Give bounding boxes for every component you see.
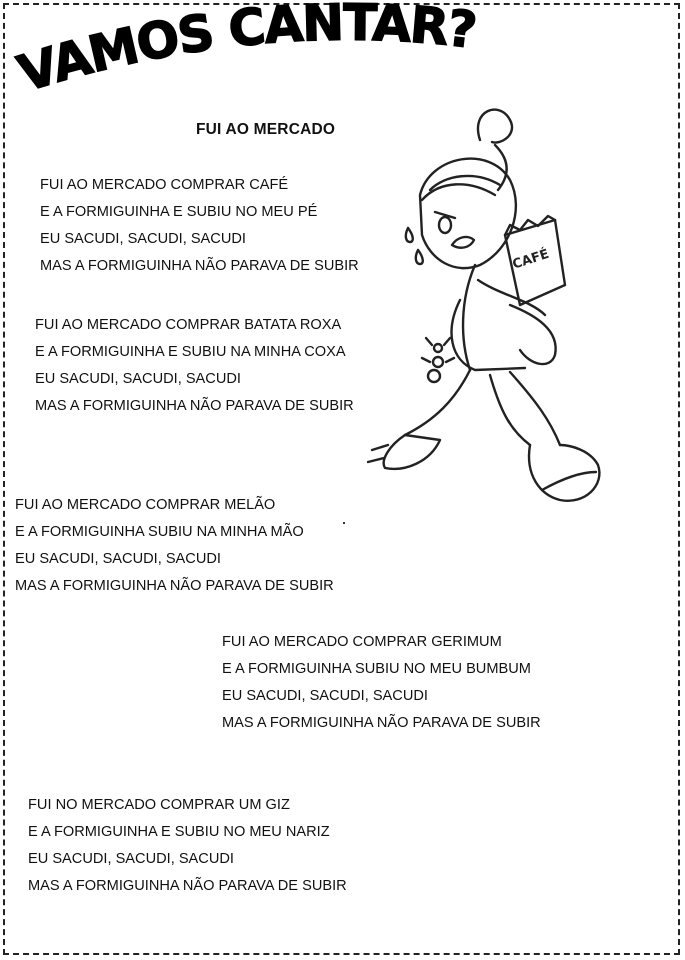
svg-text:VAMOS CANTAR? bbox=[12, 0, 479, 103]
lyric-line: EU SACUDI, SACUDI, SACUDI bbox=[222, 688, 428, 704]
stanza-3 bbox=[15, 492, 334, 600]
stanza-5 bbox=[28, 792, 347, 900]
lyric-line: EU SACUDI, SACUDI, SACUDI bbox=[40, 231, 246, 247]
lyric-line: E A FORMIGUINHA SUBIU NO MEU BUMBUM bbox=[222, 661, 531, 677]
lyric-line: E A FORMIGUINHA E SUBIU NO MEU NARIZ bbox=[28, 824, 330, 840]
lyric-line: FUI NO MERCADO COMPRAR UM GIZ bbox=[28, 797, 290, 813]
lyric-line: E A FORMIGUINHA SUBIU NA MINHA MÃO bbox=[15, 524, 304, 540]
stanza-4 bbox=[222, 629, 541, 737]
lyric-line: MAS A FORMIGUINHA NÃO PARAVA DE SUBIR bbox=[40, 258, 359, 274]
lyric-line: EU SACUDI, SACUDI, SACUDI bbox=[35, 371, 241, 387]
lyric-line: E A FORMIGUINHA E SUBIU NO MEU PÉ bbox=[40, 204, 318, 220]
stanza-2 bbox=[35, 312, 354, 420]
headline-arched bbox=[0, 0, 685, 115]
lyric-line: E A FORMIGUINHA E SUBIU NA MINHA COXA bbox=[35, 344, 346, 360]
headline-text: VAMOS CANTAR? bbox=[11, 0, 479, 104]
lyric-line: MAS A FORMIGUINHA NÃO PARAVA DE SUBIR bbox=[28, 878, 347, 894]
stanza-1 bbox=[40, 172, 359, 280]
lyric-line: MAS A FORMIGUINHA NÃO PARAVA DE SUBIR bbox=[35, 398, 354, 414]
bag-label: CAFÉ bbox=[510, 246, 551, 273]
lyric-line: MAS A FORMIGUINHA NÃO PARAVA DE SUBIR bbox=[15, 578, 334, 594]
lyric-line: FUI AO MERCADO COMPRAR BATATA ROXA bbox=[35, 317, 342, 333]
girl-with-coffee-bag-icon bbox=[360, 100, 610, 540]
stray-dot bbox=[343, 522, 345, 524]
lyric-line: FUI AO MERCADO COMPRAR MELÃO bbox=[15, 497, 276, 513]
lyric-line: EU SACUDI, SACUDI, SACUDI bbox=[28, 851, 234, 867]
lyric-line: FUI AO MERCADO COMPRAR GERIMUM bbox=[222, 634, 502, 650]
song-title: FUI AO MERCADO bbox=[196, 121, 336, 138]
lyric-line: FUI AO MERCADO COMPRAR CAFÉ bbox=[40, 177, 289, 193]
lyric-line: MAS A FORMIGUINHA NÃO PARAVA DE SUBIR bbox=[222, 715, 541, 731]
lyric-line: EU SACUDI, SACUDI, SACUDI bbox=[15, 551, 221, 567]
